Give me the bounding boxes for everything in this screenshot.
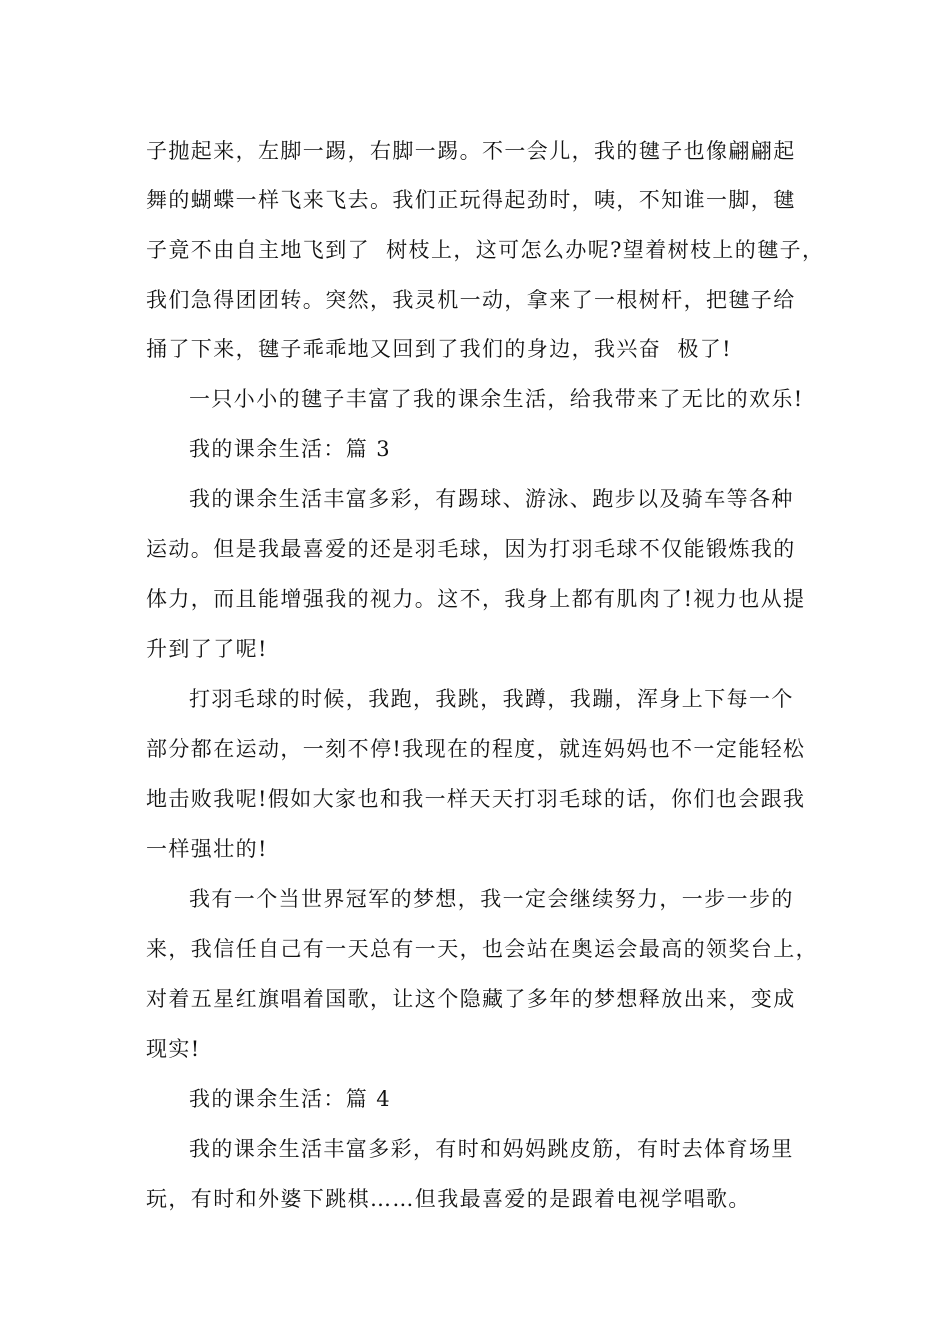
- section-heading: 我的课余生活：篇 3: [189, 437, 392, 461]
- text-line: 玩，有时和外婆下跳棋……但我最喜爱的是跟着电视学唱歌。: [146, 1187, 751, 1211]
- text-line: 子抛起来，左脚一踢，右脚一踢。不一会儿，我的毽子也像翩翩起: [146, 139, 796, 163]
- paragraph-line: 一只小小的毽子丰富了我的课余生活，给我带来了无比的欢乐!: [189, 387, 804, 411]
- text-line: 捅了下来，毽子乖乖地又回到了我们的身边，我兴奋 极了!: [146, 337, 732, 361]
- paragraph-line: 打羽毛球的时候，我跑，我跳，我蹲，我蹦，浑身上下每一个: [189, 687, 794, 711]
- text-line: 子竟不由自主地飞到了 树枝上，这可怎么办呢?望着树枝上的毽子，: [146, 238, 825, 262]
- text-line: 地击败我呢!假如大家也和我一样天天打羽毛球的话，你们也会跟我: [146, 787, 806, 811]
- text-line: 对着五星红旗唱着国歌，让这个隐藏了多年的梦想释放出来，变成: [146, 987, 796, 1011]
- text-line: 升到了了呢!: [146, 637, 268, 661]
- text-line: 舞的蝴蝶一样飞来飞去。我们正玩得起劲时，咦，不知谁一脚，毽: [146, 188, 796, 212]
- text-line: 一样强壮的!: [146, 837, 268, 861]
- text-line: 体力，而且能增强我的视力。这不，我身上都有肌肉了!视力也从提: [146, 587, 806, 611]
- paragraph-line: 我有一个当世界冠军的梦想，我一定会继续努力，一步一步的: [189, 887, 794, 911]
- paragraph-line: 我的课余生活丰富多彩，有踢球、游泳、跑步以及骑车等各种: [189, 487, 794, 511]
- text-line: 现实!: [146, 1037, 201, 1061]
- text-line: 来，我信任自己有一天总有一天，也会站在奥运会最高的领奖台上，: [146, 937, 818, 961]
- text-line: 部分都在运动，一刻不停!我现在的程度，就连妈妈也不一定能轻松: [146, 737, 806, 761]
- section-heading: 我的课余生活：篇 4: [189, 1087, 392, 1111]
- paragraph-line: 我的课余生活丰富多彩，有时和妈妈跳皮筋，有时去体育场里: [189, 1137, 794, 1161]
- text-line: 运动。但是我最喜爱的还是羽毛球，因为打羽毛球不仅能锻炼我的: [146, 537, 796, 561]
- text-line: 我们急得团团转。突然，我灵机一动，拿来了一根树杆，把毽子给: [146, 288, 796, 312]
